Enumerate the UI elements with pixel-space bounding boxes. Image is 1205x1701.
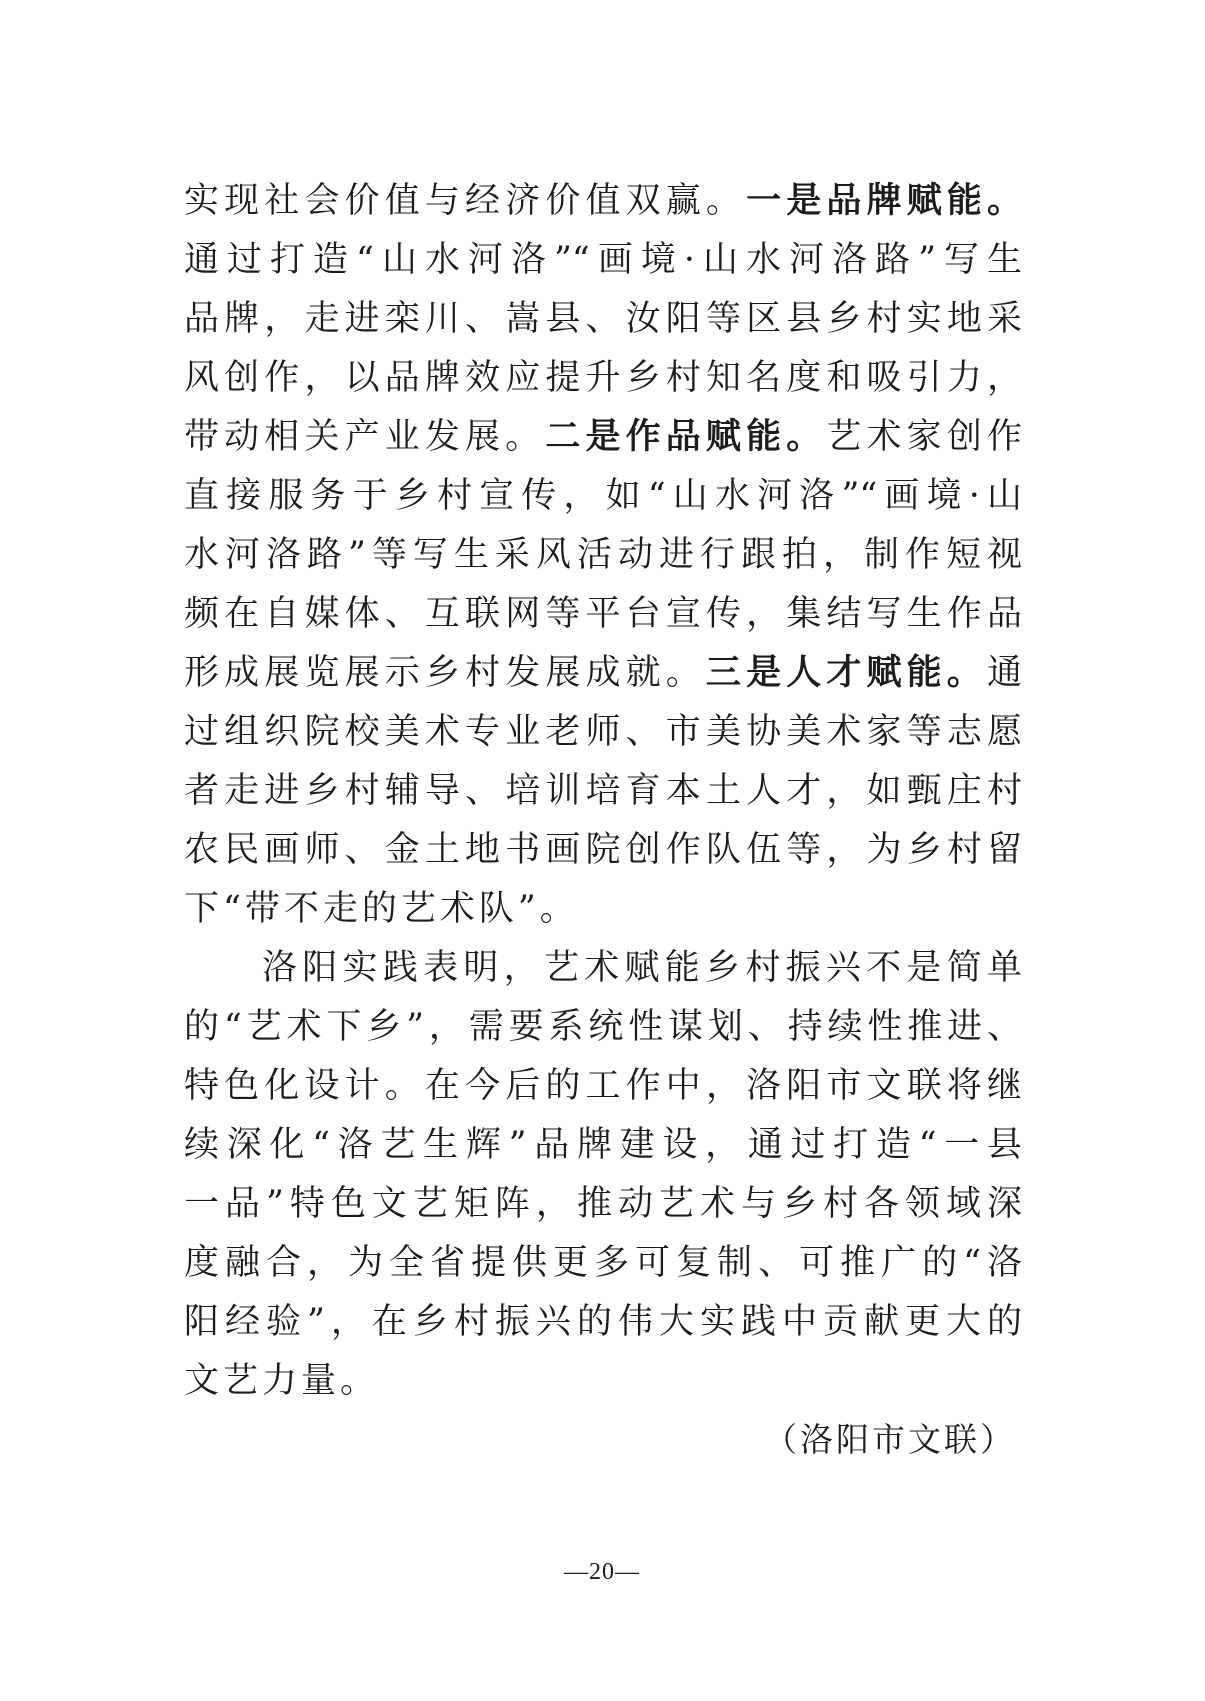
text-segment: 洛阳实践表明，艺术赋能乡村振兴不是简单	[262, 948, 1022, 988]
page-number: —20—	[564, 1559, 640, 1585]
text-segment: 形成展览展示乡村发展成就。	[184, 653, 706, 693]
text-line	[184, 1002, 1022, 1061]
text-line	[184, 1120, 1022, 1179]
text-line	[184, 825, 1022, 884]
bold-heading-works-empowerment: 二是作品赋能。	[545, 416, 827, 457]
text-line	[184, 530, 1022, 589]
text-line	[184, 471, 1022, 530]
text-line	[184, 235, 1022, 294]
text-line	[184, 1297, 1022, 1356]
text-segment: 度融合，为全省提供更多可复制、可推广的“洛	[184, 1243, 1022, 1283]
text-segment: 农民画师、金土地书画院创作队伍等，为乡村留	[184, 830, 1022, 870]
text-line	[184, 176, 1022, 235]
text-segment: 带动相关产业发展。	[184, 417, 546, 457]
text-segment: 的“艺术下乡”，需要系统性谋划、持续性推进、	[184, 1007, 1022, 1047]
text-line	[184, 1179, 1022, 1238]
text-line	[184, 412, 1022, 471]
text-segment: 通过打造“山水河洛”“画境·山水河洛路”写生	[184, 240, 1022, 280]
text-segment: 特色化设计。在今后的工作中，洛阳市文联将继	[184, 1066, 1022, 1106]
text-segment: 续深化“洛艺生辉”品牌建设，通过打造“一县	[184, 1125, 1022, 1165]
text-segment: 直接服务于乡村宣传，如“山水河洛”“画境·山	[184, 476, 1022, 516]
paragraph-start-line	[184, 943, 1022, 1002]
text-line	[184, 707, 1022, 766]
text-segment: 通	[986, 653, 1022, 693]
text-line	[184, 1061, 1022, 1120]
text-line	[184, 884, 1022, 943]
text-segment: 者走进乡村辅导、培训培育本土人才，如甄庄村	[184, 771, 1022, 811]
text-line	[184, 766, 1022, 825]
text-line	[184, 353, 1022, 412]
text-segment: 品牌，走进栾川、嵩县、汝阳等区县乡村实地采	[184, 299, 1022, 339]
text-segment: 下“带不走的艺术队”。	[184, 889, 579, 929]
text-line	[184, 648, 1022, 707]
bold-heading-talent-empowerment: 三是人才赋能。	[705, 652, 987, 693]
text-line	[184, 589, 1022, 648]
text-segment: 艺术家创作	[826, 417, 1022, 457]
text-segment: 水河洛路”等写生采风活动进行跟拍，制作短视	[184, 535, 1022, 575]
text-segment: 频在自媒体、互联网等平台宣传，集结写生作品	[184, 594, 1022, 634]
text-segment: 文艺力量。	[184, 1361, 380, 1401]
author-signature: （洛阳市文联）	[764, 1420, 1016, 1459]
text-line	[184, 1356, 1022, 1415]
text-segment: 过组织院校美术专业老师、市美协美术家等志愿	[184, 712, 1022, 752]
text-line	[184, 294, 1022, 353]
text-segment: 风创作，以品牌效应提升乡村知名度和吸引力，	[184, 358, 1022, 398]
body-text	[184, 176, 1022, 1415]
text-segment: 一品”特色文艺矩阵，推动艺术与乡村各领域深	[184, 1184, 1022, 1224]
text-line	[184, 1238, 1022, 1297]
bold-heading-brand-empowerment: 一是品牌赋能。	[746, 180, 1022, 221]
text-segment: 阳经验”，在乡村振兴的伟大实践中贡献更大的	[184, 1302, 1022, 1342]
text-segment: 实现社会价值与经济价值双赢。	[184, 181, 747, 221]
